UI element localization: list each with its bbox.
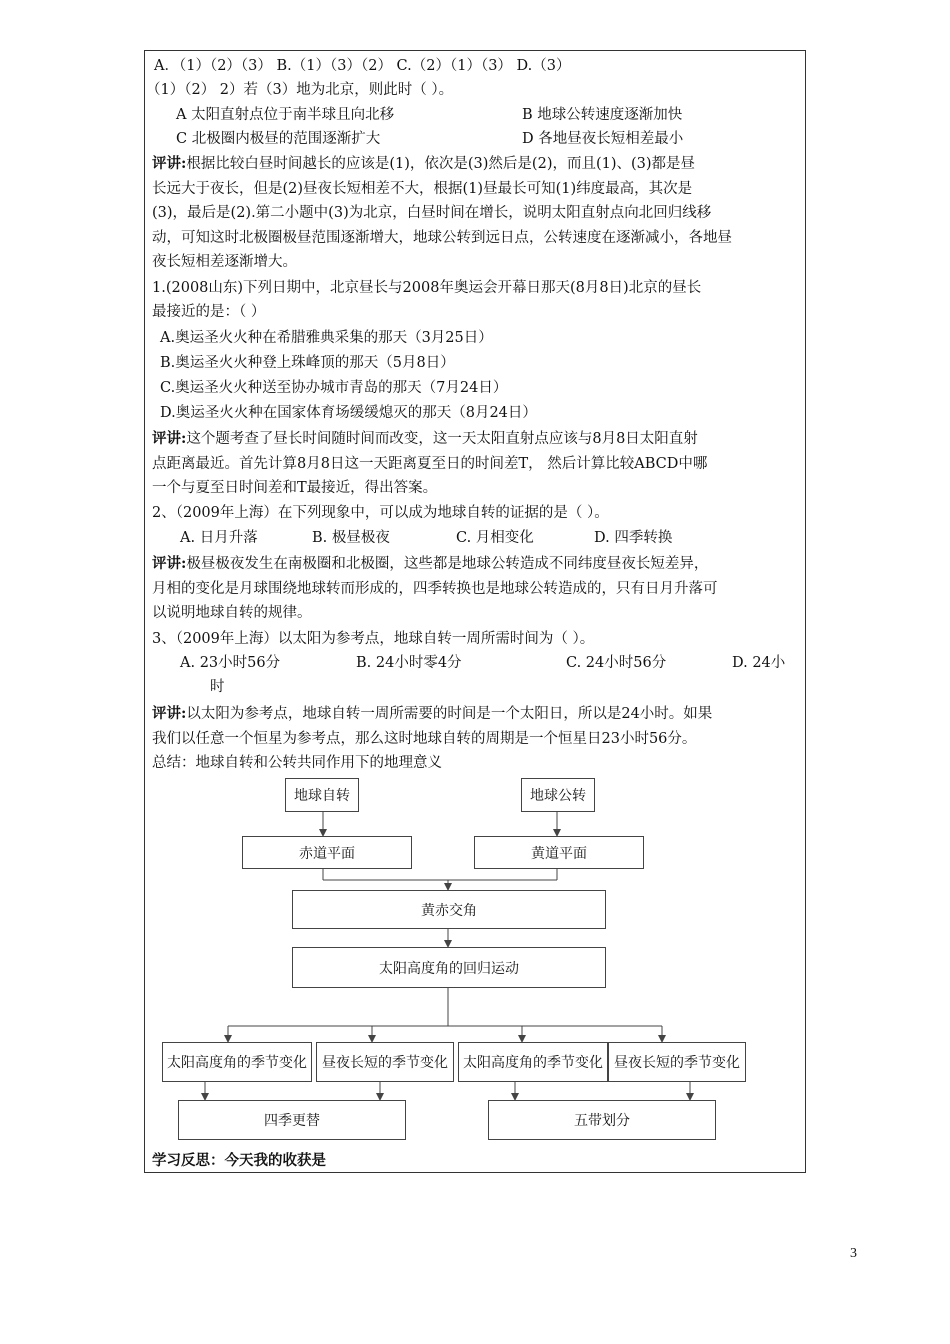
q2-option-d: D. 四季转换 — [594, 530, 673, 546]
text-line: 以说明地球自转的规律。 — [152, 605, 312, 621]
commentary-label: 评讲: — [152, 430, 187, 447]
box-five-zones: 五带划分 — [488, 1100, 716, 1140]
q1-option-d: D.奥运圣火火种在国家体育场缓缓熄灭的那天（8月24日） — [160, 405, 537, 421]
option-c: C 北极圈内极昼的范围逐渐扩大 — [176, 131, 381, 147]
q1-option-c: C.奥运圣火火种送至协办城市青岛的那天（7月24日） — [160, 380, 508, 396]
q2-option-c: C. 月相变化 — [456, 530, 534, 546]
box-earth-revolution: 地球公转 — [521, 778, 595, 812]
box-sun-angle-season-1: 太阳高度角的季节变化 — [162, 1042, 312, 1082]
question-1-cont: 最接近的是：（ ） — [152, 304, 266, 320]
summary-title: 总结：地球自转和公转共同作用下的地理意义 — [152, 755, 442, 771]
q3-option-b: B. 24小时零4分 — [356, 655, 462, 671]
text-line: 长远大于夜长，但是(2)昼夜长短相差不大，根据(1)昼最长可知(1)纬度最高，其次是 — [152, 181, 693, 197]
text-line: 我们以任意一个恒星为参考点，那么这时地球自转的周期是一个恒星日23小时56分。 — [152, 731, 697, 747]
question-2: 2、（2009年上海）在下列现象中，可以成为地球自转的证据的是（ ）。 — [152, 505, 609, 521]
text-line: 夜长短相差逐渐增大。 — [152, 254, 297, 270]
q2-option-a: A. 日月升落 — [180, 530, 258, 546]
page-number: 3 — [850, 1246, 857, 1261]
text-line: 点距离最近。首先计算8月8日这一天距离夏至日的时间差T， 然后计算比较ABCD中哪 — [152, 456, 708, 472]
commentary-label: 评讲: — [152, 705, 187, 722]
commentary-label: 评讲: — [152, 155, 187, 172]
box-daylength-season-1: 昼夜长短的季节变化 — [316, 1042, 454, 1082]
text-line: 动，可知这时北极圈极昼范围逐渐增大，地球公转到远日点，公转速度在逐渐减小，各地昼 — [152, 230, 732, 246]
box-four-seasons: 四季更替 — [178, 1100, 406, 1140]
q3-option-d-cont: 时 — [210, 679, 225, 695]
box-daylength-season-2: 昼夜长短的季节变化 — [608, 1042, 746, 1082]
q2-option-b: B. 极昼极夜 — [312, 530, 390, 546]
text-line: 一个与夏至日时间差和T最接近，得出答案。 — [152, 480, 438, 496]
text-line: (3)，最后是(2).第二小题中(3)为北京，白昼时间在增长，说明太阳直射点向北回归线移 — [152, 205, 712, 221]
reflection-prompt: 学习反思：今天我的收获是 — [152, 1152, 326, 1169]
commentary-label: 评讲: — [152, 555, 187, 572]
box-ecliptic-plane: 黄道平面 — [474, 836, 644, 869]
q3-option-d: D. 24小 — [732, 655, 786, 671]
q1-option-b: B.奥运圣火火种登上珠峰顶的那天（5月8日） — [160, 355, 455, 371]
q3-option-c: C. 24小时56分 — [566, 655, 667, 671]
box-obliquity: 黄赤交角 — [292, 890, 606, 929]
option-d: D 各地昼夜长短相差最小 — [522, 131, 684, 147]
box-sun-cycle: 太阳高度角的回归运动 — [292, 947, 606, 988]
q-options-order: A．（1）（2）（3） B.（1）（3）（2） C.（2）（1）（3） D.（3） — [154, 58, 571, 74]
question-1: 1.(2008山东)下列日期中，北京昼长与2008年奥运会开幕日那天(8月8日)北京的昼长 — [152, 280, 702, 296]
box-sun-angle-season-2: 太阳高度角的季节变化 — [458, 1042, 608, 1082]
option-a: A 太阳直射点位于南半球且向北移 — [176, 107, 395, 123]
commentary-text: 以太阳为参考点，地球自转一周所需要的时间是一个太阳日，所以是24小时。如果 — [186, 706, 713, 722]
box-equator-plane: 赤道平面 — [242, 836, 412, 869]
commentary-text: 根据比较白昼时间越长的应该是(1)，依次是(3)然后是(2)，而且(1)、(3)都是昼 — [186, 156, 696, 172]
commentary-text: 这个题考查了昼长时间随时间而改变，这一天太阳直射点应该与8月8日太阳直射 — [186, 431, 698, 447]
q-beijing-prompt: （1）（2） 2）若（3）地为北京，则此时（ ）。 — [146, 82, 454, 98]
text-line: 月相的变化是月球围绕地球转而形成的，四季转换也是地球公转造成的，只有日月升落可 — [152, 581, 718, 597]
box-earth-rotation: 地球自转 — [285, 778, 359, 812]
question-3: 3、（2009年上海）以太阳为参考点，地球自转一周所需时间为（ ）。 — [152, 631, 595, 647]
q1-option-a: A.奥运圣火火种在希腊雅典采集的那天（3月25日） — [160, 330, 493, 346]
q3-option-a: A. 23小时56分 — [180, 655, 281, 671]
option-b: B 地球公转速度逐渐加快 — [522, 107, 683, 123]
commentary-text: 极昼极夜发生在南极圈和北极圈，这些都是地球公转造成不同纬度昼夜长短差异， — [186, 556, 709, 572]
